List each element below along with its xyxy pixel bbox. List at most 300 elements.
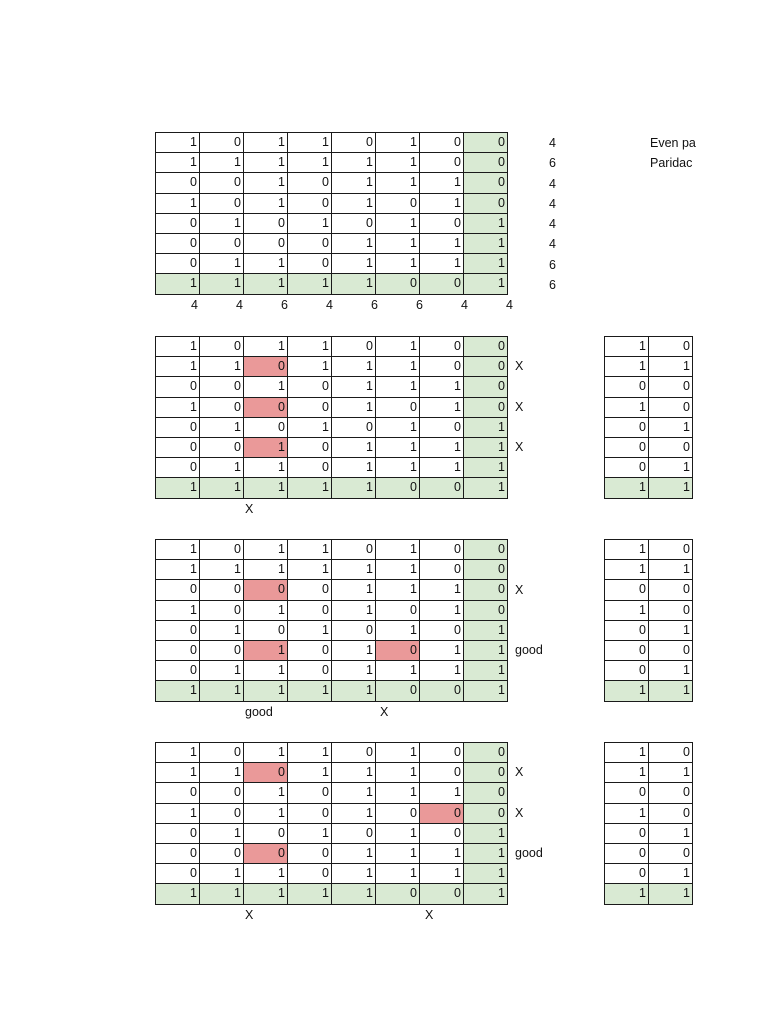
grid-cell[interactable]: 0 (464, 173, 508, 193)
grid-cell[interactable]: 1 (376, 560, 420, 580)
grid-cell[interactable]: 1 (288, 763, 332, 783)
grid-cell[interactable]: 1 (332, 783, 376, 803)
grid-cell[interactable]: 0 (649, 397, 693, 417)
grid-cell[interactable]: 0 (244, 843, 288, 863)
grid-cell[interactable]: 1 (156, 397, 200, 417)
grid-cell[interactable]: 0 (244, 763, 288, 783)
grid-cell[interactable]: 0 (376, 478, 420, 498)
grid-cell[interactable]: 0 (288, 233, 332, 253)
grid-cell[interactable]: 0 (332, 823, 376, 843)
grid-cell[interactable]: 0 (464, 397, 508, 417)
grid-cell[interactable]: 0 (605, 417, 649, 437)
grid-cell[interactable]: 1 (332, 377, 376, 397)
grid-cell[interactable]: 0 (420, 153, 464, 173)
grid-cell[interactable]: 1 (244, 884, 288, 904)
grid-cell[interactable]: 0 (605, 437, 649, 457)
grid-cell[interactable]: 1 (420, 600, 464, 620)
grid-cell[interactable]: 1 (332, 843, 376, 863)
grid-cell[interactable]: 0 (156, 580, 200, 600)
grid-cell[interactable]: 1 (376, 437, 420, 457)
grid-cell[interactable]: 0 (156, 437, 200, 457)
grid-cell[interactable]: 1 (464, 254, 508, 274)
grid-cell[interactable]: 0 (156, 843, 200, 863)
grid-cell[interactable]: 0 (288, 803, 332, 823)
grid-cell[interactable]: 1 (332, 803, 376, 823)
grid-cell[interactable]: 1 (464, 458, 508, 478)
grid-cell[interactable]: 0 (156, 640, 200, 660)
grid-cell[interactable]: 0 (200, 133, 244, 153)
grid-cell[interactable]: 0 (332, 620, 376, 640)
grid-cell[interactable]: 1 (332, 153, 376, 173)
grid-cell[interactable]: 1 (420, 783, 464, 803)
grid-cell[interactable]: 1 (200, 213, 244, 233)
grid-cell[interactable]: 0 (200, 743, 244, 763)
grid-cell[interactable]: 1 (200, 884, 244, 904)
grid-cell[interactable]: 1 (244, 274, 288, 294)
grid-cell[interactable]: 1 (464, 823, 508, 843)
grid-cell[interactable]: 1 (420, 437, 464, 457)
grid-cell[interactable]: 1 (244, 478, 288, 498)
grid-cell[interactable]: 0 (288, 458, 332, 478)
grid-cell[interactable]: 1 (332, 681, 376, 701)
grid-cell[interactable]: 0 (420, 133, 464, 153)
grid-cell[interactable]: 1 (200, 823, 244, 843)
grid-cell[interactable]: 1 (244, 640, 288, 660)
grid-cell[interactable]: 1 (156, 681, 200, 701)
grid-cell[interactable]: 1 (376, 417, 420, 437)
grid-cell[interactable]: 1 (200, 864, 244, 884)
grid-cell[interactable]: 1 (156, 478, 200, 498)
grid-cell[interactable]: 1 (376, 540, 420, 560)
grid-cell[interactable]: 0 (332, 417, 376, 437)
grid-cell[interactable]: 1 (200, 763, 244, 783)
grid-cell[interactable]: 1 (376, 213, 420, 233)
grid-cell[interactable]: 0 (156, 417, 200, 437)
grid-cell[interactable]: 1 (156, 763, 200, 783)
grid-cell[interactable]: 0 (420, 337, 464, 357)
grid-cell[interactable]: 1 (649, 864, 693, 884)
grid-cell[interactable]: 1 (420, 640, 464, 660)
grid-cell[interactable]: 1 (605, 357, 649, 377)
grid-cell[interactable]: 0 (376, 274, 420, 294)
grid-cell[interactable]: 1 (156, 600, 200, 620)
grid-cell[interactable]: 1 (376, 458, 420, 478)
grid-cell[interactable]: 0 (200, 803, 244, 823)
grid-cell[interactable]: 0 (288, 377, 332, 397)
grid-cell[interactable]: 1 (605, 397, 649, 417)
grid-cell[interactable]: 1 (200, 357, 244, 377)
grid-cell[interactable]: 1 (156, 337, 200, 357)
grid-cell[interactable]: 1 (288, 681, 332, 701)
grid-cell[interactable]: 0 (649, 843, 693, 863)
grid-cell[interactable]: 1 (332, 233, 376, 253)
grid-cell[interactable]: 0 (376, 640, 420, 660)
grid-cell[interactable]: 1 (244, 743, 288, 763)
grid-cell[interactable]: 1 (200, 620, 244, 640)
grid-cell[interactable]: 0 (156, 620, 200, 640)
grid-cell[interactable]: 1 (156, 803, 200, 823)
grid-cell[interactable]: 1 (332, 640, 376, 660)
grid-cell[interactable]: 1 (288, 417, 332, 437)
grid-cell[interactable]: 1 (200, 560, 244, 580)
grid-cell[interactable]: 0 (376, 193, 420, 213)
grid-cell[interactable]: 1 (200, 153, 244, 173)
grid-cell[interactable]: 1 (420, 254, 464, 274)
grid-cell[interactable]: 1 (156, 274, 200, 294)
grid-cell[interactable]: 1 (200, 254, 244, 274)
grid-cell[interactable]: 1 (288, 213, 332, 233)
grid-cell[interactable]: 0 (200, 173, 244, 193)
grid-cell[interactable]: 0 (288, 193, 332, 213)
grid-cell[interactable]: 1 (649, 884, 693, 904)
grid-cell[interactable]: 0 (332, 133, 376, 153)
grid-cell[interactable]: 1 (420, 193, 464, 213)
grid-cell[interactable]: 0 (244, 620, 288, 640)
grid-cell[interactable]: 0 (420, 681, 464, 701)
grid-cell[interactable]: 1 (464, 884, 508, 904)
grid-cell[interactable]: 1 (420, 233, 464, 253)
grid-cell[interactable]: 1 (288, 884, 332, 904)
grid-cell[interactable]: 1 (244, 173, 288, 193)
grid-cell[interactable]: 1 (420, 173, 464, 193)
grid-cell[interactable]: 1 (649, 458, 693, 478)
grid-cell[interactable]: 1 (420, 458, 464, 478)
grid-cell[interactable]: 1 (244, 458, 288, 478)
grid-cell[interactable]: 1 (605, 540, 649, 560)
grid-cell[interactable]: 1 (200, 478, 244, 498)
grid-cell[interactable]: 1 (156, 560, 200, 580)
grid-cell[interactable]: 1 (420, 843, 464, 863)
grid-cell[interactable]: 1 (376, 357, 420, 377)
grid-cell[interactable]: 0 (288, 640, 332, 660)
grid-cell[interactable]: 0 (156, 233, 200, 253)
grid-cell[interactable]: 0 (288, 397, 332, 417)
grid-cell[interactable]: 0 (332, 743, 376, 763)
grid-cell[interactable]: 0 (420, 274, 464, 294)
grid-cell[interactable]: 1 (288, 274, 332, 294)
grid-cell[interactable]: 0 (288, 437, 332, 457)
grid-cell[interactable]: 1 (649, 661, 693, 681)
grid-cell[interactable]: 1 (156, 884, 200, 904)
grid-cell[interactable]: 1 (420, 864, 464, 884)
grid-cell[interactable]: 0 (420, 743, 464, 763)
grid-cell[interactable]: 1 (244, 681, 288, 701)
grid-cell[interactable]: 1 (376, 661, 420, 681)
grid-cell[interactable]: 0 (244, 580, 288, 600)
grid-cell[interactable]: 0 (332, 540, 376, 560)
grid-cell[interactable]: 1 (156, 357, 200, 377)
grid-cell[interactable]: 1 (332, 763, 376, 783)
grid-cell[interactable]: 1 (464, 417, 508, 437)
grid-cell[interactable]: 0 (200, 377, 244, 397)
grid-cell[interactable]: 0 (156, 213, 200, 233)
grid-cell[interactable]: 0 (649, 743, 693, 763)
grid-cell[interactable]: 1 (200, 681, 244, 701)
grid-cell[interactable]: 1 (156, 540, 200, 560)
grid-cell[interactable]: 0 (156, 823, 200, 843)
grid-cell[interactable]: 0 (605, 864, 649, 884)
grid-cell[interactable]: 0 (464, 600, 508, 620)
grid-cell[interactable]: 1 (376, 823, 420, 843)
grid-cell[interactable]: 1 (332, 864, 376, 884)
grid-cell[interactable]: 1 (332, 193, 376, 213)
grid-cell[interactable]: 1 (464, 864, 508, 884)
grid-cell[interactable]: 1 (156, 743, 200, 763)
grid-cell[interactable]: 0 (288, 580, 332, 600)
grid-cell[interactable]: 0 (464, 560, 508, 580)
grid-cell[interactable]: 1 (420, 377, 464, 397)
grid-cell[interactable]: 1 (376, 133, 420, 153)
grid-cell[interactable]: 0 (156, 254, 200, 274)
grid-cell[interactable]: 1 (376, 254, 420, 274)
grid-cell[interactable]: 0 (288, 661, 332, 681)
grid-cell[interactable]: 0 (332, 213, 376, 233)
grid-cell[interactable]: 0 (288, 783, 332, 803)
grid-cell[interactable]: 1 (649, 417, 693, 437)
grid-cell[interactable]: 1 (605, 337, 649, 357)
grid-cell[interactable]: 1 (332, 437, 376, 457)
grid-cell[interactable]: 1 (464, 274, 508, 294)
grid-cell[interactable]: 0 (420, 884, 464, 904)
grid-cell[interactable]: 0 (156, 173, 200, 193)
grid-cell[interactable]: 0 (649, 803, 693, 823)
grid-cell[interactable]: 1 (332, 884, 376, 904)
grid-cell[interactable]: 0 (605, 640, 649, 660)
grid-cell[interactable]: 1 (244, 803, 288, 823)
grid-cell[interactable]: 0 (464, 193, 508, 213)
grid-cell[interactable]: 0 (376, 681, 420, 701)
grid-cell[interactable]: 0 (649, 540, 693, 560)
grid-cell[interactable]: 0 (200, 233, 244, 253)
grid-cell[interactable]: 0 (376, 600, 420, 620)
grid-cell[interactable]: 1 (332, 600, 376, 620)
grid-cell[interactable]: 1 (156, 193, 200, 213)
grid-cell[interactable]: 1 (376, 620, 420, 640)
grid-cell[interactable]: 1 (244, 254, 288, 274)
grid-cell[interactable]: 1 (464, 233, 508, 253)
grid-cell[interactable]: 1 (649, 763, 693, 783)
grid-cell[interactable]: 1 (420, 661, 464, 681)
grid-cell[interactable]: 0 (156, 864, 200, 884)
grid-cell[interactable]: 1 (376, 763, 420, 783)
grid-cell[interactable]: 0 (420, 560, 464, 580)
grid-cell[interactable]: 1 (288, 743, 332, 763)
grid-cell[interactable]: 1 (244, 661, 288, 681)
grid-cell[interactable]: 0 (244, 213, 288, 233)
grid-cell[interactable]: 0 (288, 600, 332, 620)
grid-cell[interactable]: 1 (605, 478, 649, 498)
grid-cell[interactable]: 1 (244, 377, 288, 397)
grid-cell[interactable]: 0 (464, 743, 508, 763)
grid-cell[interactable]: 0 (244, 357, 288, 377)
grid-cell[interactable]: 1 (200, 417, 244, 437)
grid-cell[interactable]: 1 (464, 681, 508, 701)
grid-cell[interactable]: 1 (464, 843, 508, 863)
grid-cell[interactable]: 1 (376, 337, 420, 357)
grid-cell[interactable]: 1 (376, 843, 420, 863)
grid-cell[interactable]: 0 (332, 337, 376, 357)
grid-cell[interactable]: 0 (420, 823, 464, 843)
grid-cell[interactable]: 0 (200, 540, 244, 560)
grid-cell[interactable]: 1 (376, 864, 420, 884)
grid-cell[interactable]: 1 (649, 560, 693, 580)
grid-cell[interactable]: 1 (605, 560, 649, 580)
grid-cell[interactable]: 1 (376, 153, 420, 173)
grid-cell[interactable]: 0 (420, 417, 464, 437)
grid-cell[interactable]: 0 (605, 823, 649, 843)
grid-cell[interactable]: 1 (420, 580, 464, 600)
grid-cell[interactable]: 0 (156, 458, 200, 478)
grid-cell[interactable]: 0 (288, 254, 332, 274)
grid-cell[interactable]: 1 (376, 233, 420, 253)
grid-cell[interactable]: 0 (156, 783, 200, 803)
grid-cell[interactable]: 0 (200, 783, 244, 803)
grid-cell[interactable]: 1 (332, 478, 376, 498)
grid-cell[interactable]: 1 (376, 173, 420, 193)
grid-cell[interactable]: 1 (244, 600, 288, 620)
grid-cell[interactable]: 1 (649, 823, 693, 843)
grid-cell[interactable]: 0 (420, 478, 464, 498)
grid-cell[interactable]: 0 (464, 133, 508, 153)
grid-cell[interactable]: 1 (156, 153, 200, 173)
grid-cell[interactable]: 1 (464, 640, 508, 660)
grid-cell[interactable]: 0 (605, 843, 649, 863)
grid-cell[interactable]: 1 (244, 193, 288, 213)
grid-cell[interactable]: 1 (332, 397, 376, 417)
grid-cell[interactable]: 1 (464, 213, 508, 233)
grid-cell[interactable]: 0 (605, 620, 649, 640)
grid-cell[interactable]: 1 (288, 478, 332, 498)
grid-cell[interactable]: 0 (605, 458, 649, 478)
grid-cell[interactable]: 0 (420, 620, 464, 640)
grid-cell[interactable]: 0 (376, 884, 420, 904)
grid-cell[interactable]: 1 (649, 478, 693, 498)
grid-cell[interactable]: 0 (244, 823, 288, 843)
grid-cell[interactable]: 0 (420, 357, 464, 377)
grid-cell[interactable]: 0 (200, 397, 244, 417)
grid-cell[interactable]: 0 (464, 803, 508, 823)
grid-cell[interactable]: 1 (332, 560, 376, 580)
grid-cell[interactable]: 0 (464, 540, 508, 560)
grid-cell[interactable]: 0 (200, 437, 244, 457)
grid-cell[interactable]: 1 (288, 540, 332, 560)
grid-cell[interactable]: 1 (200, 274, 244, 294)
grid-cell[interactable]: 0 (649, 640, 693, 660)
grid-cell[interactable]: 0 (420, 803, 464, 823)
grid-cell[interactable]: 1 (649, 620, 693, 640)
grid-cell[interactable]: 0 (244, 417, 288, 437)
grid-cell[interactable]: 0 (156, 377, 200, 397)
grid-cell[interactable]: 1 (605, 743, 649, 763)
grid-cell[interactable]: 1 (288, 337, 332, 357)
grid-cell[interactable]: 0 (420, 763, 464, 783)
grid-cell[interactable]: 1 (288, 357, 332, 377)
grid-cell[interactable]: 0 (200, 640, 244, 660)
grid-cell[interactable]: 0 (200, 843, 244, 863)
grid-cell[interactable]: 0 (605, 580, 649, 600)
grid-cell[interactable]: 0 (464, 357, 508, 377)
grid-cell[interactable]: 1 (288, 133, 332, 153)
grid-cell[interactable]: 1 (288, 560, 332, 580)
grid-cell[interactable]: 0 (464, 580, 508, 600)
grid-cell[interactable]: 1 (332, 173, 376, 193)
grid-cell[interactable]: 0 (464, 377, 508, 397)
grid-cell[interactable]: 0 (288, 864, 332, 884)
grid-cell[interactable]: 1 (464, 661, 508, 681)
grid-cell[interactable]: 0 (649, 377, 693, 397)
grid-cell[interactable]: 1 (376, 377, 420, 397)
grid-cell[interactable]: 1 (156, 133, 200, 153)
grid-cell[interactable]: 1 (244, 337, 288, 357)
grid-cell[interactable]: 0 (464, 763, 508, 783)
grid-cell[interactable]: 0 (376, 803, 420, 823)
grid-cell[interactable]: 1 (288, 153, 332, 173)
grid-cell[interactable]: 0 (244, 397, 288, 417)
grid-cell[interactable]: 1 (605, 803, 649, 823)
grid-cell[interactable]: 1 (605, 600, 649, 620)
grid-cell[interactable]: 0 (649, 337, 693, 357)
grid-cell[interactable]: 0 (420, 213, 464, 233)
grid-cell[interactable]: 0 (649, 437, 693, 457)
grid-cell[interactable]: 0 (649, 600, 693, 620)
grid-cell[interactable]: 1 (332, 661, 376, 681)
grid-cell[interactable]: 1 (244, 153, 288, 173)
grid-cell[interactable]: 1 (420, 397, 464, 417)
grid-cell[interactable]: 1 (244, 783, 288, 803)
grid-cell[interactable]: 0 (244, 233, 288, 253)
grid-cell[interactable]: 0 (605, 661, 649, 681)
grid-cell[interactable]: 0 (420, 540, 464, 560)
grid-cell[interactable]: 0 (288, 173, 332, 193)
grid-cell[interactable]: 1 (332, 580, 376, 600)
grid-cell[interactable]: 1 (376, 580, 420, 600)
grid-cell[interactable]: 0 (200, 193, 244, 213)
grid-cell[interactable]: 1 (605, 763, 649, 783)
grid-cell[interactable]: 0 (200, 337, 244, 357)
grid-cell[interactable]: 1 (332, 274, 376, 294)
grid-cell[interactable]: 0 (464, 153, 508, 173)
grid-cell[interactable]: 0 (649, 783, 693, 803)
grid-cell[interactable]: 1 (332, 357, 376, 377)
grid-cell[interactable]: 0 (156, 661, 200, 681)
grid-cell[interactable]: 1 (649, 357, 693, 377)
grid-cell[interactable]: 1 (244, 560, 288, 580)
grid-cell[interactable]: 0 (376, 397, 420, 417)
grid-cell[interactable]: 1 (288, 823, 332, 843)
grid-cell[interactable]: 1 (200, 661, 244, 681)
grid-cell[interactable]: 1 (376, 743, 420, 763)
grid-cell[interactable]: 1 (464, 437, 508, 457)
grid-cell[interactable]: 1 (376, 783, 420, 803)
grid-cell[interactable]: 1 (288, 620, 332, 640)
grid-cell[interactable]: 0 (464, 783, 508, 803)
grid-cell[interactable]: 1 (244, 133, 288, 153)
grid-cell[interactable]: 1 (464, 620, 508, 640)
grid-cell[interactable]: 0 (605, 783, 649, 803)
grid-cell[interactable]: 1 (244, 437, 288, 457)
grid-cell[interactable]: 1 (332, 254, 376, 274)
grid-cell[interactable]: 1 (605, 884, 649, 904)
grid-cell[interactable]: 0 (649, 580, 693, 600)
grid-cell[interactable]: 1 (464, 478, 508, 498)
grid-cell[interactable]: 1 (332, 458, 376, 478)
grid-cell[interactable]: 1 (244, 540, 288, 560)
grid-cell[interactable]: 1 (649, 681, 693, 701)
grid-cell[interactable]: 1 (244, 864, 288, 884)
grid-cell[interactable]: 0 (605, 377, 649, 397)
grid-cell[interactable]: 1 (605, 681, 649, 701)
grid-cell[interactable]: 0 (464, 337, 508, 357)
